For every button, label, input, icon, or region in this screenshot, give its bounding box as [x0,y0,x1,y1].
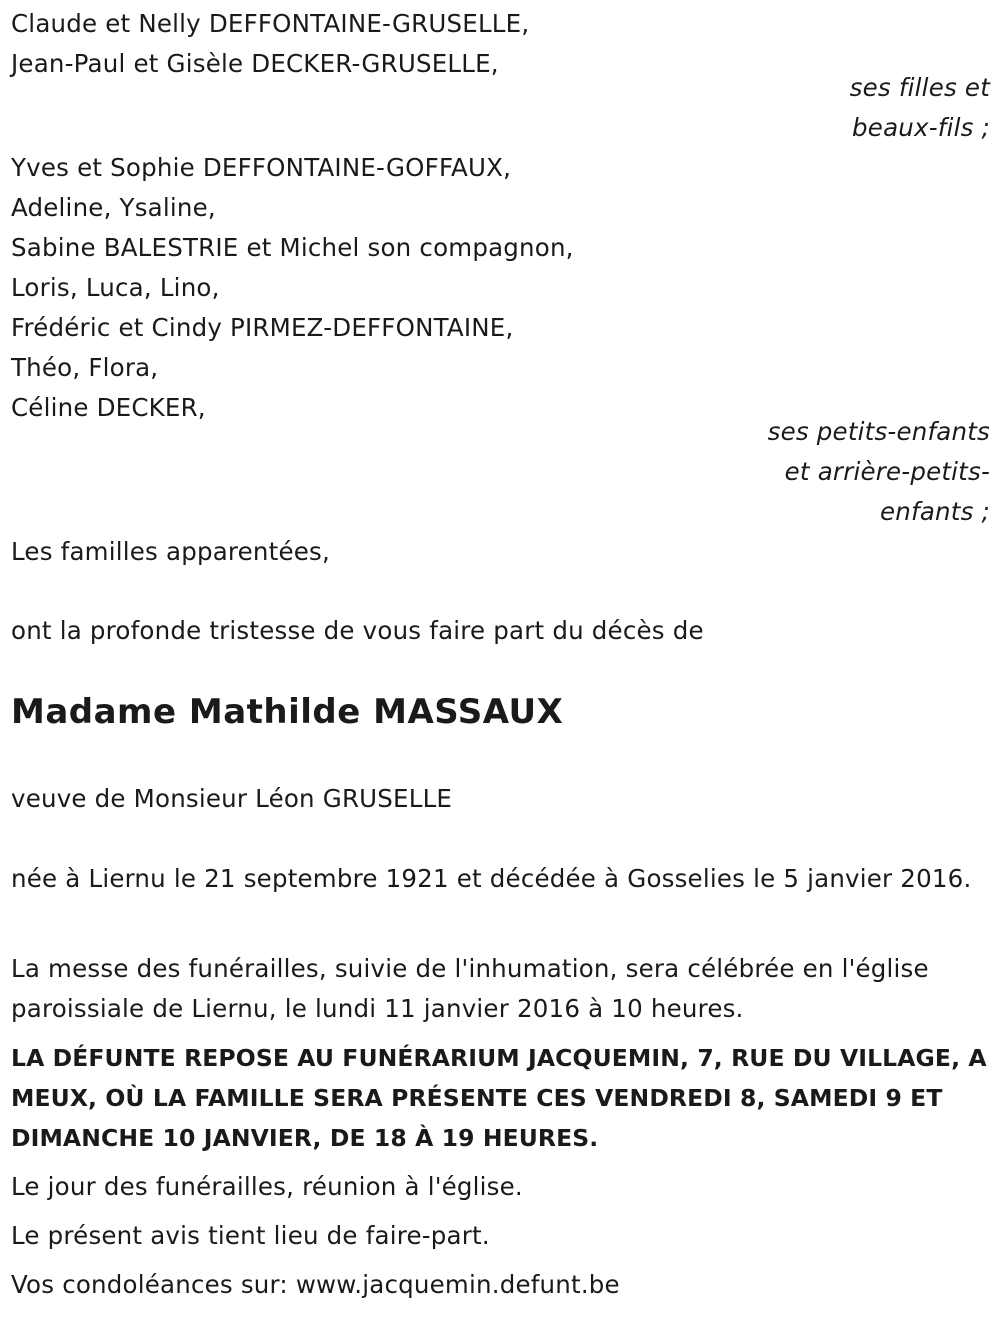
grandchild-line: Adeline, Ysaline, [11,193,216,222]
grandchild-line: Frédéric et Cindy PIRMEZ-DEFFONTAINE, [11,313,514,342]
grandchildren-role-line: ses petits-enfants [767,417,990,446]
grandchild-line: Céline DECKER, [11,393,206,422]
related-families: Les familles apparentées, [11,537,330,566]
birth-death-text: née à Liernu le 21 septembre 1921 et décédée à Gosselies le 5 janvier 2016. [11,864,972,893]
grandchild-line: Sabine BALESTRIE et Michel son compagnon, [11,233,574,262]
family-daughter-line: Jean-Paul et Gisèle DECKER-GRUSELLE, [11,49,499,78]
grandchild-line: Loris, Luca, Lino, [11,273,220,302]
announcement-text: ont la profonde tristesse de vous faire part du décès de [11,616,704,645]
condolences-text: Vos condoléances sur: www.jacquemin.defunt.be [11,1270,620,1299]
daughters-role-line: ses filles et [849,73,990,102]
funeral-mass-text: La messe des funérailles, suivie de l'inhumation, sera célébrée en l'église paroissiale de Liernu, le lundi 11 janvier 2016 à 10 heures. [11,954,929,1023]
grandchildren-role-line: et arrière-petits- [784,457,990,486]
church-meeting-text: Le jour des funérailles, réunion à l'église. [11,1172,523,1201]
widow-of-text: veuve de Monsieur Léon GRUSELLE [11,784,453,813]
funeral-home-text: LA DÉFUNTE REPOSE AU FUNÉRARIUM JACQUEMIN, 7, RUE DU VILLAGE, A MEUX, OÙ LA FAMILLE SERA PRÉSENTE CES VENDREDI 8, SAMEDI 9 ET DIMANCHE 10 JANVIER, DE 18 À 19 HEURES. [11,1044,987,1152]
grandchildren-role-line: enfants ; [880,497,990,526]
family-daughter-line: Claude et Nelly DEFFONTAINE-GRUSELLE, [11,9,530,38]
grandchild-line: Théo, Flora, [11,353,159,382]
deceased-name: Madame Mathilde MASSAUX [11,692,564,732]
grandchild-line: Yves et Sophie DEFFONTAINE-GOFFAUX, [11,153,512,182]
daughters-role-line: beaux-fils ; [852,113,990,142]
notice-text: Le présent avis tient lieu de faire-part. [11,1221,490,1250]
